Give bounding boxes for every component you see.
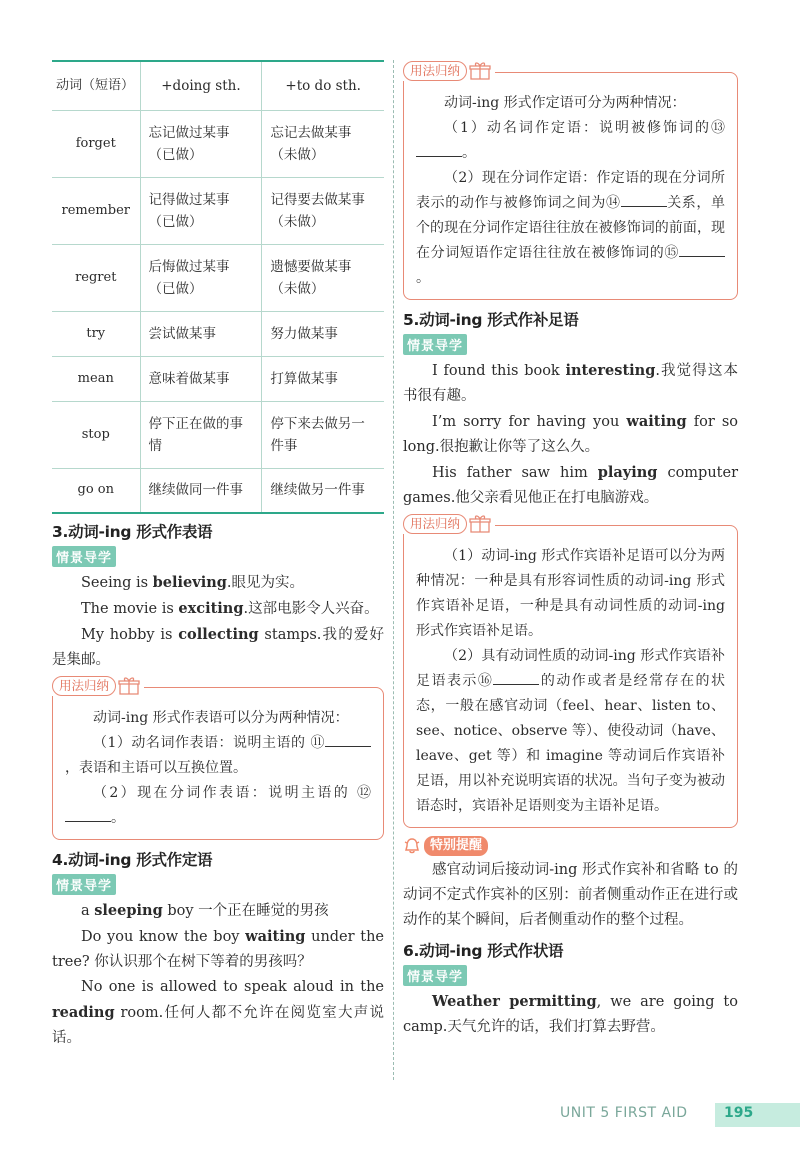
scene-tag: 情景导学 xyxy=(52,874,116,895)
usage-text: （1）动名词作表语：说明主语的 ⑪，表语和主语可以互换位置。 xyxy=(65,731,371,781)
usage-box xyxy=(403,63,738,300)
table-header: +doing sth. xyxy=(140,61,262,110)
table-cell-verb: forget xyxy=(52,110,140,177)
table-cell-verb: try xyxy=(52,311,140,356)
box-icon xyxy=(469,515,491,533)
table-cell: 停下正在做的事情 xyxy=(140,401,262,468)
table-row xyxy=(52,401,384,468)
example-sentence: No one is allowed to speak aloud in the reading room.任何人都不允许在阅览室大声说话。 xyxy=(52,979,384,1046)
usage-text: 动词-ing 形式作表语可以分为两种情况： xyxy=(93,710,349,726)
table-cell: 停下来去做另一件事 xyxy=(262,401,384,468)
usage-tag xyxy=(401,514,495,534)
warning-tag xyxy=(403,836,738,856)
example-sentence: The movie is exciting.这部电影令人兴奋。 xyxy=(81,600,379,617)
usage-box xyxy=(403,516,738,828)
table-cell: 忘记去做某事（未做） xyxy=(262,110,384,177)
table-cell: 尝试做某事 xyxy=(140,311,262,356)
table-cell: 遗憾要做某事（未做） xyxy=(262,244,384,311)
section-title: 5.动词-ing 形式作补足语 xyxy=(403,311,579,329)
table-cell: 继续做另一件事 xyxy=(262,468,384,513)
usage-label: 用法归纳 xyxy=(403,61,467,81)
answer-blank[interactable] xyxy=(621,191,667,207)
box-icon xyxy=(118,677,140,695)
usage-text: （2）现在分词作表语：说明主语的 ⑫。 xyxy=(65,781,371,831)
table-row xyxy=(52,110,384,177)
example-sentence: Weather permitting, we are going to camp.天气允许的话，我们打算去野营。 xyxy=(403,993,738,1035)
scene-tag: 情景导学 xyxy=(403,965,467,986)
usage-label: 用法归纳 xyxy=(403,514,467,534)
table-cell: 后悔做过某事（已做） xyxy=(140,244,262,311)
answer-blank[interactable] xyxy=(416,141,462,157)
table-cell-verb: go on xyxy=(52,468,140,513)
usage-text: （1）动名词作定语：说明被修饰词的⑬。 xyxy=(416,116,725,166)
table-cell-verb: remember xyxy=(52,177,140,244)
bell-icon xyxy=(403,837,421,855)
page-number: 195 xyxy=(724,1105,754,1121)
example-sentence: My hobby is collecting stamps.我的爱好是集邮。 xyxy=(52,626,384,668)
verb-comparison-table xyxy=(52,60,384,514)
usage-text: （1）动词-ing 形式作宾语补足语可以分为两种情况：一种是具有形容词性质的动词-ing 形式作宾语补足语，一种是具有动词性质的动词-ing 形式作宾语补足语。 xyxy=(416,548,725,639)
example-sentence: Seeing is believing.眼见为实。 xyxy=(81,574,304,591)
table-cell-verb: stop xyxy=(52,401,140,468)
usage-tag xyxy=(401,61,495,81)
table-cell: 继续做同一件事 xyxy=(140,468,262,513)
example-sentence: Do you know the boy waiting under the tree? 你认识那个在树下等着的男孩吗？ xyxy=(52,928,384,970)
example-sentence: a sleeping boy 一个正在睡觉的男孩 xyxy=(81,902,329,919)
table-row xyxy=(52,177,384,244)
scene-tag: 情景导学 xyxy=(52,546,116,567)
unit-label: UNIT 5 FIRST AID xyxy=(560,1105,688,1121)
left-column xyxy=(52,60,384,1051)
table-cell: 忘记做过某事（已做） xyxy=(140,110,262,177)
answer-blank[interactable] xyxy=(325,731,371,747)
page-footer xyxy=(0,1103,800,1127)
usage-text: （2）具有动词性质的动词-ing 形式作宾语补足语表示⑯ 的动作或者是经常存在的状态，一般在感官动词（feel、hear、listen to、see、notice、observe 等）、使役动词（have、leave、get 等）和 imagine 等动词后作宾语补足语，用以补充说明宾语的状况。当句子变为被动语态时，宾语补足语则变为主语补足语。 xyxy=(416,648,726,814)
example-sentence: I found this book interesting.我觉得这本书很有趣。 xyxy=(403,362,738,404)
usage-text: （2）现在分词作定语：作定语的现在分词所表示的动作与被修饰词之间为⑭ 关系，单个的现在分词作定语往往放在被修饰词的前面，现在分词短语作定语往往放在被修饰词的⑮。 xyxy=(416,170,726,286)
table-row xyxy=(52,356,384,401)
table-cell: 打算做某事 xyxy=(262,356,384,401)
right-column xyxy=(403,60,738,1040)
table-cell: 记得做过某事（已做） xyxy=(140,177,262,244)
section-title: 3.动词-ing 形式作表语 xyxy=(52,523,213,541)
section-title: 4.动词-ing 形式作定语 xyxy=(52,851,213,869)
table-cell: 意味着做某事 xyxy=(140,356,262,401)
table-row xyxy=(52,244,384,311)
table-cell-verb: regret xyxy=(52,244,140,311)
warning-label: 特别提醒 xyxy=(424,836,488,856)
usage-label: 用法归纳 xyxy=(52,676,116,696)
warning-text: 感官动词后接动词-ing 形式作宾补和省略 to 的动词不定式作宾补的区别：前者侧重动作正在进行或动作的某个瞬间，后者侧重动作的整个过程。 xyxy=(403,862,738,928)
answer-blank[interactable] xyxy=(493,669,539,685)
table-cell: 努力做某事 xyxy=(262,311,384,356)
table-cell: 记得要去做某事（未做） xyxy=(262,177,384,244)
table-header: 动词（短语） xyxy=(52,61,140,110)
column-divider xyxy=(393,60,394,1080)
usage-tag xyxy=(50,676,144,696)
table-row xyxy=(52,311,384,356)
table-cell-verb: mean xyxy=(52,356,140,401)
answer-blank[interactable] xyxy=(679,241,725,257)
answer-blank[interactable] xyxy=(65,806,111,822)
table-header: +to do sth. xyxy=(262,61,384,110)
usage-box xyxy=(52,678,384,840)
example-sentence: His father saw him playing computer games.他父亲看见他正在打电脑游戏。 xyxy=(403,464,739,506)
usage-text: 动词-ing 形式作定语可分为两种情况： xyxy=(444,95,686,111)
section-title: 6.动词-ing 形式作状语 xyxy=(403,942,564,960)
table-row xyxy=(52,468,384,513)
table-header-row xyxy=(52,61,384,110)
example-sentence: I’m sorry for having you waiting for so long.很抱歉让你等了这么久。 xyxy=(403,413,738,455)
scene-tag: 情景导学 xyxy=(403,334,467,355)
box-icon xyxy=(469,62,491,80)
